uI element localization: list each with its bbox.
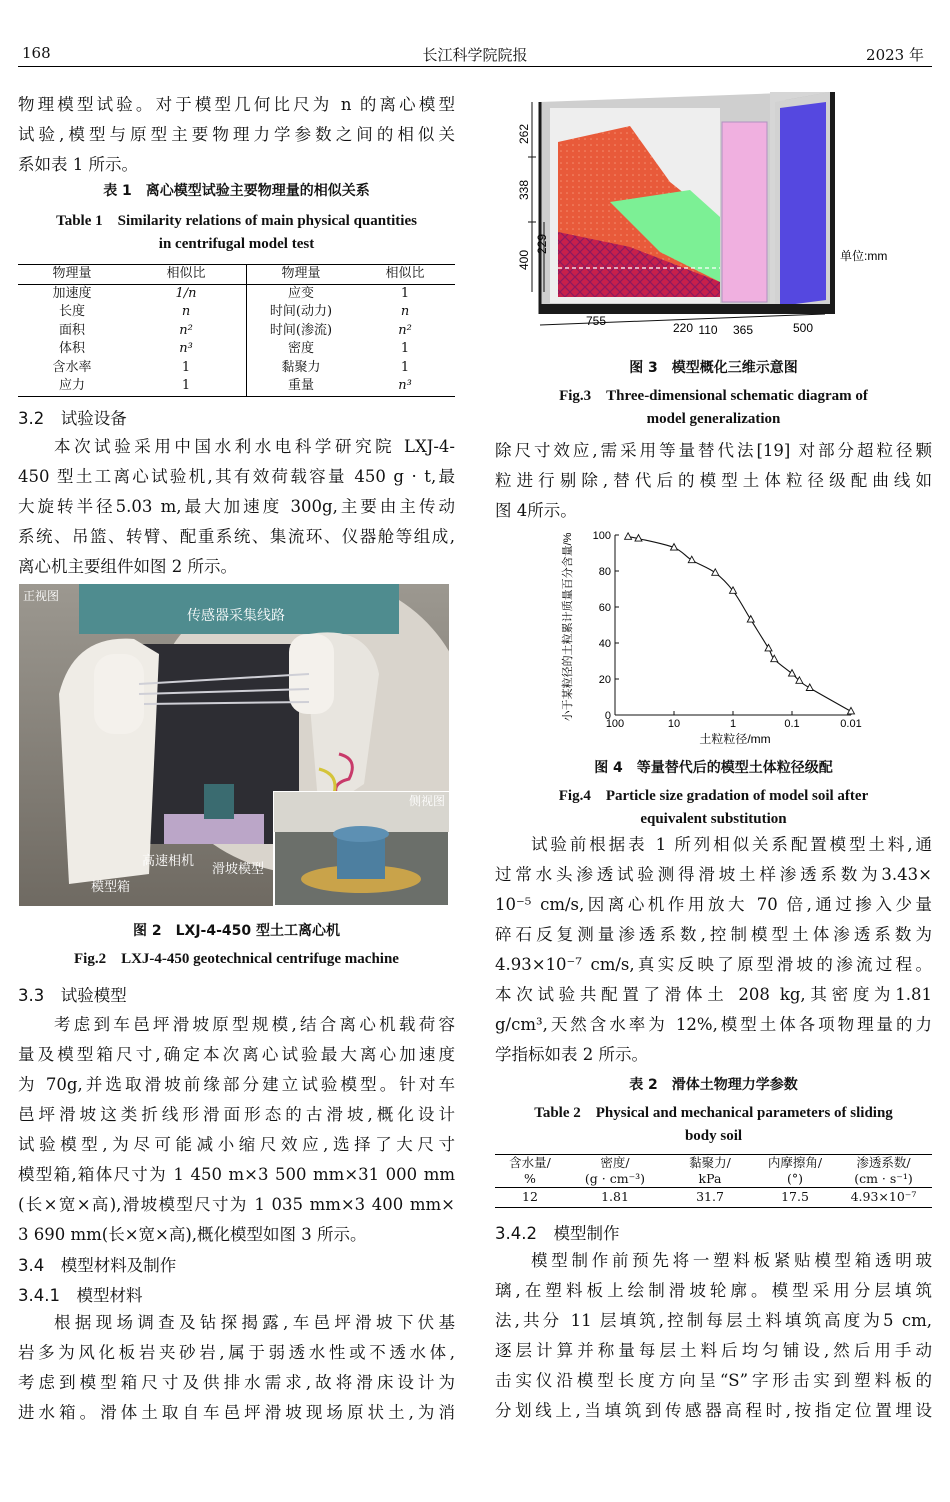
table1-caption-en: Table 1 Similarity relations of main physical quantities [56, 213, 417, 229]
intro-paragraph [18, 90, 455, 180]
data-point-triangle [688, 556, 695, 563]
text-line: 试验模型,为尽可能减小缩尺效应,选择了大尺寸 [18, 1135, 455, 1154]
text-line: (长×宽×高),滑坡模型尺寸为 1 035 mm×3 400 mm× [18, 1195, 455, 1214]
table-cell: 4.93×10⁻⁷ [850, 1189, 917, 1204]
table-header: 物理量 [281, 266, 321, 281]
para-3-2 [18, 432, 455, 582]
table-cell: n² [126, 322, 247, 341]
dim-338: 338 [517, 179, 531, 201]
text-line: 10⁻⁵ cm/s,因离心机作用放大 70 倍,通过掺入少量 [495, 895, 932, 914]
table-cell: 体积 [58, 341, 85, 356]
table-header: 含水量/ [509, 1155, 551, 1170]
table-header: 内摩擦角/ [767, 1155, 823, 1170]
sensor-label: 传感器采集线路 [187, 608, 285, 624]
section-3-4-heading: 3.4 模型材料及制作 [18, 1256, 177, 1275]
fig4-caption-cn: 图 4 等量替代后的模型土体粒径级配 [594, 760, 833, 776]
camera-label: 高速相机 [142, 854, 195, 869]
table-cell: n³ [126, 340, 247, 359]
text-line: 粒进行剔除,替代后的模型土体粒径级配曲线如 [495, 471, 932, 490]
table2 [495, 1154, 932, 1208]
x-tick-label: 0.1 [784, 718, 800, 730]
data-point-triangle [789, 670, 796, 677]
section-3-3-heading: 3.3 试验模型 [18, 986, 127, 1005]
dim-110: 110 [698, 323, 718, 337]
text-line: 逐层计算并称量每层土料后均匀铺设,然后用手动 [495, 1341, 932, 1360]
text-line: 本次试验共配置了滑体土 208 kg,其密度为1.81 [495, 985, 932, 1004]
y-tick-label: 60 [598, 602, 611, 614]
para-after-fig4 [495, 830, 932, 1070]
data-point-triangle [712, 569, 719, 576]
x-tick-label: 100 [605, 718, 625, 730]
table-row [18, 377, 455, 396]
text-line: 离心机主要组件如图 2 所示。 [18, 557, 237, 576]
model-box-label: 模型箱 [91, 880, 131, 895]
text-line: 考虑到模型箱尺寸及供排水需求,故将滑床设计为 [18, 1373, 455, 1392]
text-line: 根据现场调查及钻探揭露,车邑坪滑坡下伏基 [54, 1313, 455, 1332]
text-line: 法,共分 11 层填筑,控制每层土料填筑高度为5 cm, [495, 1311, 932, 1330]
table-cell: 时间(动力) [269, 304, 333, 319]
y-tick-label: 80 [598, 566, 611, 578]
fig3-caption-cn: 图 3 模型概化三维示意图 [629, 360, 798, 376]
unit-label: 单位:mm [840, 249, 888, 263]
gradation-curve [628, 537, 851, 712]
table-cell: n [126, 303, 247, 322]
x-tick-label: 0.01 [840, 718, 862, 730]
y-tick-label: 20 [598, 674, 611, 686]
text-line: 图 4所示。 [495, 501, 577, 520]
dim-262: 262 [517, 123, 531, 145]
dim-500: 500 [792, 321, 814, 335]
table-row [18, 303, 455, 322]
landslide-model-label: 滑坡模型 [212, 862, 265, 877]
y-tick-label: 40 [598, 638, 611, 650]
table-header: % [524, 1171, 536, 1186]
text-line: 物理模型试验。对于模型几何比尺为 n 的离心模型 [18, 95, 455, 114]
journal-title: 长江科学院院报 [422, 46, 528, 64]
x-tick-label: 1 [729, 718, 737, 730]
text-line: 试验前根据表 1 所列相似关系配置模型土料,通 [531, 835, 932, 854]
data-point-triangle [806, 684, 813, 691]
front-view-label: 正视图 [23, 589, 60, 603]
text-line: 碎石反复测量渗透系数,控制模型土体渗透系数为 [495, 925, 932, 944]
fig3-caption-en-2: model generalization [646, 411, 781, 427]
text-line: 模型箱,箱体尺寸为 1 450 m×3 500 mm×31 000 mm [18, 1165, 455, 1184]
table-cell: 面积 [58, 322, 85, 338]
table2-caption-en: Table 2 Physical and mechanical parameters of sliding [534, 1105, 893, 1121]
page-number: 168 [22, 44, 51, 62]
text-line: 试验,模型与原型主要物理力学参数之间的相似关 [18, 125, 455, 144]
table-header: 相似比 [126, 265, 247, 285]
para-3-4-1 [18, 1308, 455, 1428]
table1-caption-en-2: in centrifugal model test [158, 236, 315, 252]
table-cell: 1 [400, 285, 410, 301]
dim-229: 229 [535, 233, 549, 255]
table-header: kPa [698, 1171, 722, 1186]
section-3-4-1-heading: 3.4.1 模型材料 [18, 1286, 143, 1305]
table-header: 相似比 [385, 266, 425, 281]
table-cell: n³ [398, 378, 412, 393]
y-tick-label: 0 [604, 710, 611, 722]
table-cell: 1 [400, 341, 410, 356]
table-cell: 黏聚力 [281, 359, 321, 375]
table-cell: 含水率 [52, 359, 92, 375]
table2-caption-en-2: body soil [684, 1128, 743, 1144]
table1-caption-cn: 表 1 离心模型试验主要物理量的相似关系 [103, 183, 370, 199]
text-line: 岩多为风化板岩夹砂岩,属于弱透水性或不透水体, [18, 1343, 455, 1362]
data-point-triangle [848, 707, 855, 714]
table-cell: 应力 [58, 378, 85, 393]
text-line: 过常水头渗透试验测得滑坡土样渗透系数为3.43× [495, 865, 932, 884]
y-tick-label: 100 [592, 530, 611, 542]
fig3-caption-en: Fig.3 Three-dimensional schematic diagram of [559, 388, 868, 404]
text-line: 量及模型箱尺寸,确定本次离心试验最大离心加速度 [18, 1045, 455, 1064]
table-cell: 1.81 [601, 1189, 629, 1204]
table1 [18, 264, 455, 397]
x-tick-label: 10 [667, 718, 681, 730]
chart-ticks [593, 530, 862, 730]
dim-220: 220 [672, 321, 694, 335]
table-cell: n² [398, 322, 412, 338]
dim-400: 400 [517, 249, 531, 271]
table-cell: 重量 [287, 378, 314, 393]
table-row [495, 1188, 932, 1208]
table-cell: n [400, 304, 410, 319]
text-line: 考虑到车邑坪滑坡原型规模,结合离心机载荷容 [54, 1015, 455, 1034]
table-cell: 1 [126, 359, 247, 378]
table-cell: 时间(渗流) [269, 322, 333, 338]
table-cell: 应变 [287, 285, 314, 301]
fig4-caption-en-2: equivalent substitution [640, 811, 787, 827]
text-line: 系统、吊篮、转臂、配重系统、集流环、仪器舱等组成, [18, 527, 455, 546]
para-3-4-2 [495, 1246, 932, 1426]
fig2-caption-en: Fig.2 LXJ-4-450 geotechnical centrifuge machine [74, 951, 399, 967]
text-line: 3 690 mm(长×宽×高),概化模型如图 3 所示。 [18, 1225, 367, 1244]
section-3-2-heading: 3.2 试验设备 [18, 409, 127, 428]
figure-2-photo [19, 584, 449, 906]
text-line: g/cm³,天然含水率为 12%,模型土体各项物理量的力 [495, 1015, 932, 1034]
table-cell: 12 [522, 1189, 538, 1204]
text-line: 学指标如表 2 所示。 [495, 1045, 648, 1064]
table2-caption-cn: 表 2 滑体土物理力学参数 [629, 1077, 798, 1093]
text-line: 分划线上,当填筑到传感器高程时,按指定位置埋设 [495, 1401, 932, 1420]
table-cell: 加速度 [52, 285, 92, 301]
table-row [18, 322, 455, 341]
text-line: 除尺寸效应,需采用等量替代法[19] 对部分超粒径颗 [495, 441, 932, 460]
text-line: 大旋转半径5.03 m,最大加速度 300g,主要由主传动 [18, 497, 455, 516]
text-line: 4.93×10⁻⁷ cm/s,真实反映了原型滑坡的渗流过程。 [495, 955, 932, 974]
para-3-3 [18, 1010, 455, 1250]
table-cell: 长度 [58, 304, 85, 319]
table-header: 物理量 [52, 266, 92, 281]
table-cell: 17.5 [781, 1189, 809, 1204]
table-header: (°) [786, 1171, 803, 1186]
table-header: (g · cm⁻³) [584, 1171, 646, 1186]
table-row [18, 359, 455, 378]
table-cell: 1 [126, 377, 247, 396]
x-axis-label: 土粒粒径/mm [699, 732, 771, 746]
text-line: 本次试验采用中国水利水电科学研究院 LXJ-4- [54, 437, 455, 456]
para-after-fig3 [495, 436, 932, 526]
dim-365: 365 [732, 323, 754, 337]
year: 2023 年 [866, 46, 924, 64]
gradation-chart [555, 527, 875, 749]
figure-4-chart [555, 527, 875, 749]
table-row [18, 284, 455, 303]
chart-axes [615, 535, 851, 715]
text-line: 为 70g,并选取滑坡前缘部分建立试验模型。针对车 [18, 1075, 455, 1094]
table-cell: 1/n [126, 284, 247, 303]
section-3-4-2-heading: 3.4.2 模型制作 [495, 1224, 620, 1243]
y-axis-label: 小于某粒径的土粒累计质量百分含量/% [562, 532, 574, 722]
table-cell: 31.7 [696, 1189, 724, 1204]
table-header: (cm · s⁻¹) [854, 1171, 913, 1186]
table-row [18, 340, 455, 359]
dim-755: 755 [585, 314, 607, 328]
header-rule [18, 66, 932, 67]
data-point-triangle [625, 533, 632, 540]
text-line: 450 型土工离心试验机,其有效荷载容量 450 g · t,最 [18, 467, 455, 486]
fig2-caption-cn: 图 2 LXJ-4-450 型土工离心机 [133, 923, 340, 939]
fig4-caption-en: Fig.4 Particle size gradation of model soil after [558, 788, 869, 804]
figure-3 [510, 82, 930, 344]
table-header: 黏聚力/ [689, 1155, 731, 1170]
text-line: 进水箱。滑体土取自车邑坪滑坡现场原状土,为消 [18, 1403, 455, 1422]
side-view-label: 侧视图 [409, 794, 446, 808]
table-cell: 密度 [287, 341, 314, 356]
table-header: 密度/ [600, 1155, 630, 1170]
model-3d-schematic [510, 82, 930, 344]
text-line: 系如表 1 所示。 [18, 155, 138, 174]
text-line: 璃,在塑料板上绘制滑坡轮廓。模型采用分层填筑 [495, 1281, 932, 1300]
table-cell: 1 [400, 359, 410, 375]
text-line: 击实仪沿模型长度方向呈“S”字形击实到塑料板的 [495, 1371, 932, 1390]
text-line: 模型制作前预先将一塑料板紧贴模型箱透明玻 [531, 1251, 932, 1270]
text-line: 邑坪滑坡这类折线形滑面形态的古滑坡,概化设计 [18, 1105, 455, 1124]
chart-markers [625, 533, 855, 714]
table-header: 渗透系数/ [856, 1155, 911, 1170]
